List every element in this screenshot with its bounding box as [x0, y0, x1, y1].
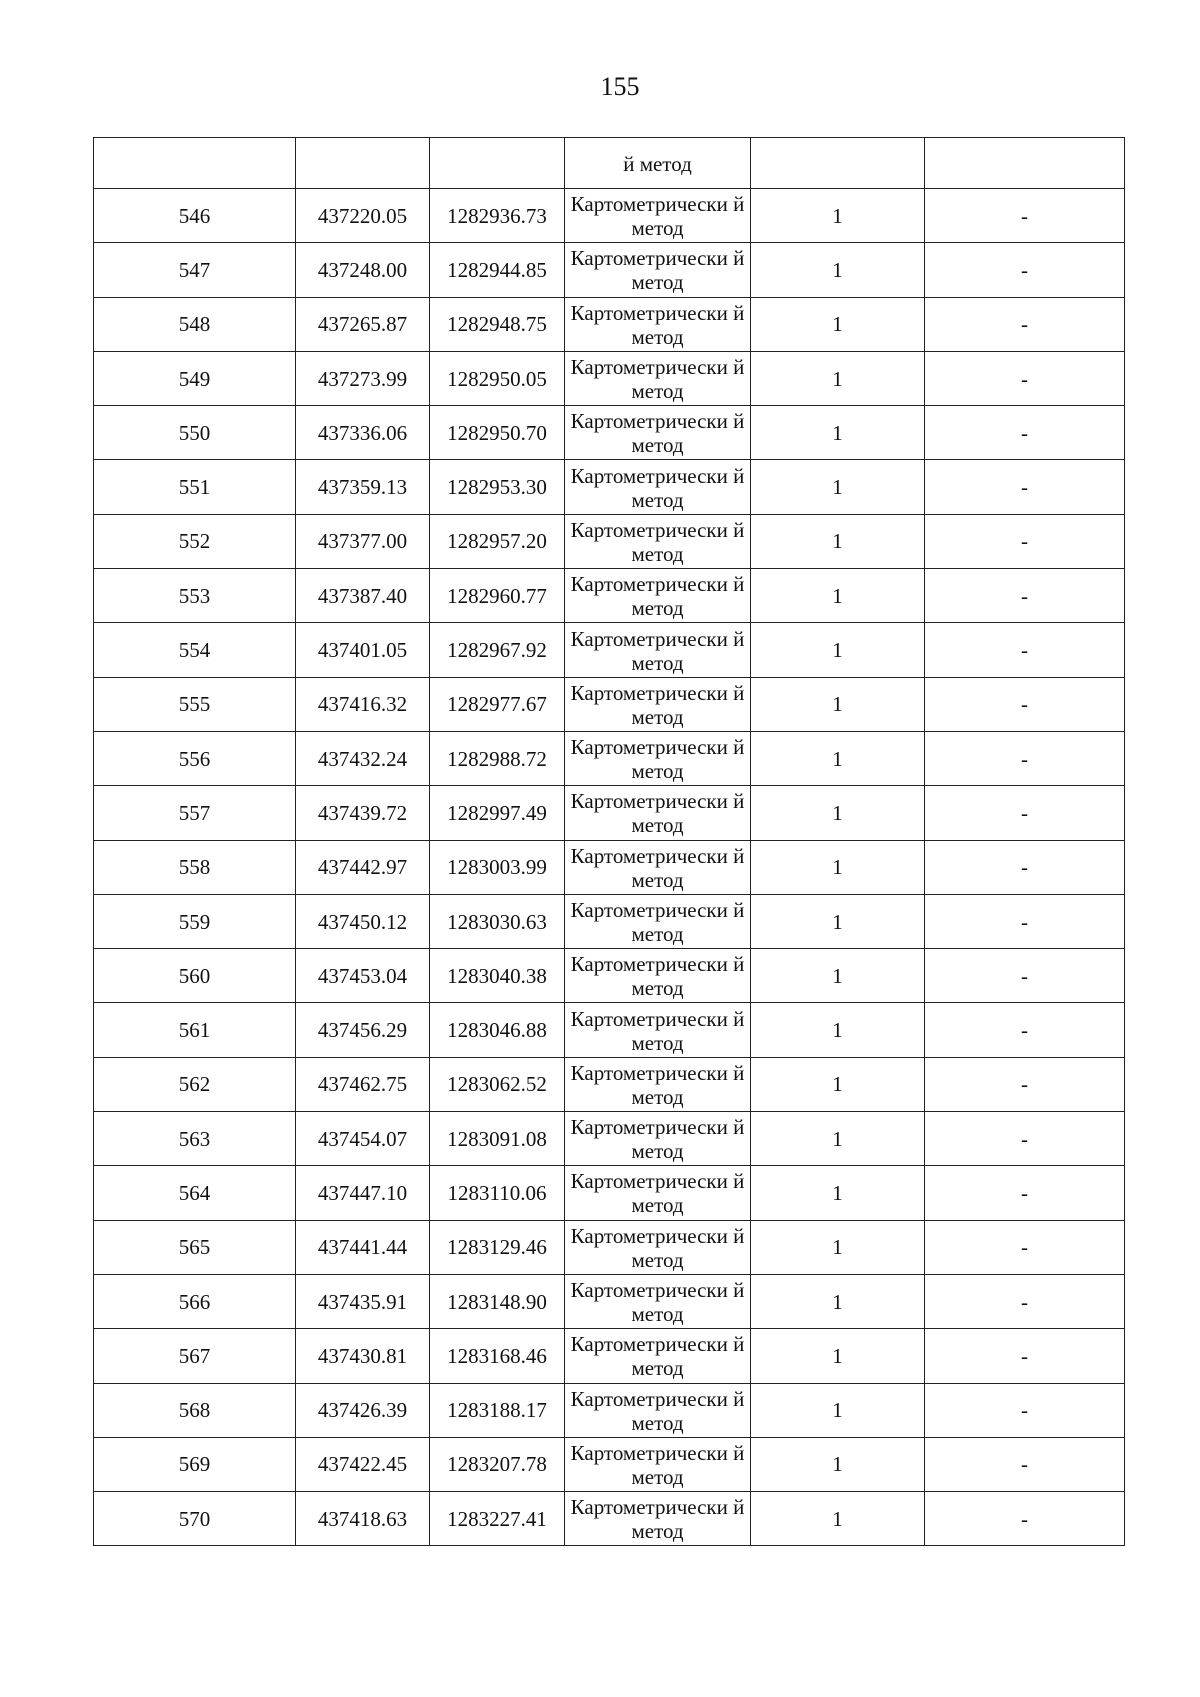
table-row — [94, 569, 1125, 623]
x-coordinate-cell: 437456.29 — [296, 1003, 430, 1057]
y-coordinate-cell: 1283188.17 — [430, 1383, 565, 1437]
x-coordinate-cell: 437447.10 — [296, 1166, 430, 1220]
table-row — [94, 1112, 1125, 1166]
table-row — [94, 351, 1125, 405]
method-text: Картометрически й метод — [570, 192, 745, 241]
method-cell — [565, 623, 751, 677]
x-coordinate-cell: 437418.63 — [296, 1492, 430, 1546]
description-cell: - — [925, 1437, 1125, 1491]
accuracy-cell: 1 — [751, 297, 925, 351]
method-cell — [565, 786, 751, 840]
point-number-cell: 549 — [94, 351, 296, 405]
description-cell: - — [925, 894, 1125, 948]
accuracy-cell: 1 — [751, 1003, 925, 1057]
x-coordinate-cell: 437442.97 — [296, 840, 430, 894]
y-coordinate-cell: 1282950.70 — [430, 406, 565, 460]
method-cell — [565, 840, 751, 894]
x-coordinate-cell: 437359.13 — [296, 460, 430, 514]
y-coordinate-cell: 1283003.99 — [430, 840, 565, 894]
accuracy-cell: 1 — [751, 1492, 925, 1546]
point-number-cell: 553 — [94, 569, 296, 623]
y-coordinate-cell: 1283091.08 — [430, 1112, 565, 1166]
x-coordinate-cell: 437336.06 — [296, 406, 430, 460]
method-text: Картометрически й метод — [570, 735, 745, 784]
x-coordinate-cell: 437273.99 — [296, 351, 430, 405]
method-text: Картометрически й метод — [570, 789, 745, 838]
method-cell — [565, 514, 751, 568]
method-cell — [565, 406, 751, 460]
accuracy-cell: 1 — [751, 786, 925, 840]
accuracy-cell: 1 — [751, 406, 925, 460]
point-number-cell: 562 — [94, 1057, 296, 1111]
method-text: Картометрически й метод — [570, 355, 745, 404]
y-coordinate-cell: 1282977.67 — [430, 677, 565, 731]
point-number-cell: 559 — [94, 894, 296, 948]
description-cell: - — [925, 1003, 1125, 1057]
point-number-cell: 569 — [94, 1437, 296, 1491]
description-cell: - — [925, 677, 1125, 731]
method-cell — [565, 1383, 751, 1437]
point-number-cell: 554 — [94, 623, 296, 677]
method-text: Картометрически й метод — [570, 898, 745, 946]
y-coordinate-cell: 1283227.41 — [430, 1492, 565, 1546]
y-coordinate-cell: 1283046.88 — [430, 1003, 565, 1057]
y-coordinate-cell: 1282948.75 — [430, 297, 565, 351]
x-coordinate-cell: 437435.91 — [296, 1274, 430, 1328]
accuracy-cell: 1 — [751, 514, 925, 568]
accuracy-cell: 1 — [751, 949, 925, 1003]
method-cell — [565, 460, 751, 514]
point-number-cell: 570 — [94, 1492, 296, 1546]
method-text: Картометрически й метод — [570, 300, 745, 349]
method-cell — [565, 1057, 751, 1111]
coordinates-table-body — [94, 138, 1125, 1546]
point-number-cell: 561 — [94, 1003, 296, 1057]
method-text: Картометрически й метод — [570, 517, 745, 566]
method-text: Картометрически й метод — [570, 246, 745, 295]
table-row — [94, 1166, 1125, 1220]
y-coordinate-cell: 1282957.20 — [430, 514, 565, 568]
method-cell — [565, 243, 751, 297]
description-cell: - — [925, 406, 1125, 460]
method-cell — [565, 949, 751, 1003]
y-coordinate-cell: 1283030.63 — [430, 894, 565, 948]
table-row — [94, 731, 1125, 785]
method-text: Картометрически й метод — [570, 1332, 745, 1381]
x-coordinate-cell: 437430.81 — [296, 1329, 430, 1383]
table-row — [94, 1437, 1125, 1491]
method-text: Картометрически й метод — [570, 1440, 745, 1489]
description-cell — [925, 138, 1125, 189]
method-cell — [565, 351, 751, 405]
description-cell: - — [925, 189, 1125, 243]
method-cell — [565, 1166, 751, 1220]
description-cell: - — [925, 786, 1125, 840]
method-text: Картометрически й метод — [570, 843, 745, 892]
description-cell: - — [925, 460, 1125, 514]
point-number-cell — [94, 138, 296, 189]
accuracy-cell: 1 — [751, 731, 925, 785]
x-coordinate-cell: 437387.40 — [296, 569, 430, 623]
accuracy-cell: 1 — [751, 243, 925, 297]
accuracy-cell: 1 — [751, 677, 925, 731]
method-text: Картометрически й метод — [570, 626, 745, 675]
table-row — [94, 894, 1125, 948]
method-cell — [565, 297, 751, 351]
point-number-cell: 558 — [94, 840, 296, 894]
accuracy-cell: 1 — [751, 1166, 925, 1220]
table-row — [94, 1274, 1125, 1328]
description-cell: - — [925, 1383, 1125, 1437]
table-row — [94, 949, 1125, 1003]
page-number: 155 — [600, 72, 640, 101]
x-coordinate-cell: 437220.05 — [296, 189, 430, 243]
method-text: Картометрически й метод — [570, 1223, 745, 1272]
description-cell: - — [925, 569, 1125, 623]
y-coordinate-cell: 1282950.05 — [430, 351, 565, 405]
point-number-cell: 550 — [94, 406, 296, 460]
description-cell: - — [925, 840, 1125, 894]
table-row — [94, 1492, 1125, 1546]
y-coordinate-cell: 1282953.30 — [430, 460, 565, 514]
table-row — [94, 840, 1125, 894]
table-row — [94, 243, 1125, 297]
method-cell — [565, 1112, 751, 1166]
method-text: Картометрически й метод — [570, 952, 745, 1001]
table-row — [94, 786, 1125, 840]
description-cell: - — [925, 1274, 1125, 1328]
y-coordinate-cell: 1283110.06 — [430, 1166, 565, 1220]
point-number-cell: 548 — [94, 297, 296, 351]
method-cell — [565, 1003, 751, 1057]
method-text: Картометрически й метод — [570, 409, 745, 458]
accuracy-cell: 1 — [751, 569, 925, 623]
x-coordinate-cell: 437416.32 — [296, 677, 430, 731]
x-coordinate-cell: 437422.45 — [296, 1437, 430, 1491]
y-coordinate-cell: 1283148.90 — [430, 1274, 565, 1328]
y-coordinate-cell: 1283207.78 — [430, 1437, 565, 1491]
x-coordinate-cell: 437450.12 — [296, 894, 430, 948]
description-cell: - — [925, 351, 1125, 405]
y-coordinate-cell: 1283129.46 — [430, 1220, 565, 1274]
description-cell: - — [925, 731, 1125, 785]
method-cell — [565, 569, 751, 623]
x-coordinate-cell: 437462.75 — [296, 1057, 430, 1111]
point-number-cell: 557 — [94, 786, 296, 840]
method-text: Картометрически й метод — [570, 1169, 745, 1218]
accuracy-cell: 1 — [751, 1057, 925, 1111]
y-coordinate-cell: 1282997.49 — [430, 786, 565, 840]
table-row — [94, 297, 1125, 351]
accuracy-cell: 1 — [751, 1274, 925, 1328]
x-coordinate-cell: 437426.39 — [296, 1383, 430, 1437]
accuracy-cell: 1 — [751, 1329, 925, 1383]
x-coordinate-cell: 437401.05 — [296, 623, 430, 677]
method-cell — [565, 189, 751, 243]
x-coordinate-cell: 437377.00 — [296, 514, 430, 568]
accuracy-cell: 1 — [751, 189, 925, 243]
method-text: Картометрически й метод — [570, 1115, 745, 1164]
x-coordinate-cell: 437432.24 — [296, 731, 430, 785]
point-number-cell: 552 — [94, 514, 296, 568]
method-cell — [565, 894, 751, 948]
table-row — [94, 514, 1125, 568]
x-coordinate-cell: 437439.72 — [296, 786, 430, 840]
accuracy-cell: 1 — [751, 1112, 925, 1166]
table-row — [94, 623, 1125, 677]
method-cell — [565, 1492, 751, 1546]
x-coordinate-cell: 437453.04 — [296, 949, 430, 1003]
method-cell — [565, 1329, 751, 1383]
accuracy-cell — [751, 138, 925, 189]
x-coordinate-cell: 437441.44 — [296, 1220, 430, 1274]
y-coordinate-cell: 1282944.85 — [430, 243, 565, 297]
point-number-cell: 563 — [94, 1112, 296, 1166]
description-cell: - — [925, 623, 1125, 677]
point-number-cell: 560 — [94, 949, 296, 1003]
point-number-cell: 555 — [94, 677, 296, 731]
method-cell — [565, 1220, 751, 1274]
description-cell: - — [925, 1492, 1125, 1546]
table-row — [94, 1383, 1125, 1437]
accuracy-cell: 1 — [751, 840, 925, 894]
continuation-row — [94, 138, 1125, 189]
accuracy-cell: 1 — [751, 351, 925, 405]
accuracy-cell: 1 — [751, 1437, 925, 1491]
point-number-cell: 564 — [94, 1166, 296, 1220]
table-row — [94, 460, 1125, 514]
y-coordinate-cell — [430, 138, 565, 189]
accuracy-cell: 1 — [751, 1220, 925, 1274]
x-coordinate-cell — [296, 138, 430, 189]
x-coordinate-cell: 437265.87 — [296, 297, 430, 351]
x-coordinate-cell: 437248.00 — [296, 243, 430, 297]
description-cell: - — [925, 243, 1125, 297]
method-text: Картометрически й метод — [570, 1006, 745, 1055]
accuracy-cell: 1 — [751, 623, 925, 677]
table-row — [94, 677, 1125, 731]
table-row — [94, 1057, 1125, 1111]
method-text: Картометрически й метод — [570, 1495, 745, 1544]
x-coordinate-cell: 437454.07 — [296, 1112, 430, 1166]
table-row — [94, 1003, 1125, 1057]
table-row — [94, 1220, 1125, 1274]
method-text: Картометрически й метод — [570, 572, 745, 621]
method-cell — [565, 1274, 751, 1328]
method-text: Картометрически й метод — [570, 1386, 745, 1435]
accuracy-cell: 1 — [751, 460, 925, 514]
description-cell: - — [925, 297, 1125, 351]
point-number-cell: 547 — [94, 243, 296, 297]
description-cell: - — [925, 1057, 1125, 1111]
table-row — [94, 406, 1125, 460]
description-cell: - — [925, 949, 1125, 1003]
y-coordinate-cell: 1282988.72 — [430, 731, 565, 785]
method-text: Картометрически й метод — [570, 1278, 745, 1327]
method-text: Картометрически й метод — [570, 463, 745, 512]
method-cell — [565, 731, 751, 785]
point-number-cell: 556 — [94, 731, 296, 785]
method-cell — [565, 1437, 751, 1491]
method-text: Картометрически й метод — [570, 1060, 745, 1109]
description-cell: - — [925, 1166, 1125, 1220]
accuracy-cell: 1 — [751, 894, 925, 948]
y-coordinate-cell: 1283062.52 — [430, 1057, 565, 1111]
point-number-cell: 565 — [94, 1220, 296, 1274]
point-number-cell: 566 — [94, 1274, 296, 1328]
point-number-cell: 567 — [94, 1329, 296, 1383]
y-coordinate-cell: 1282967.92 — [430, 623, 565, 677]
method-cell — [565, 138, 751, 189]
table-row — [94, 189, 1125, 243]
method-cell — [565, 677, 751, 731]
method-text: й метод — [623, 152, 692, 176]
method-text: Картометрически й метод — [570, 680, 745, 729]
point-number-cell: 546 — [94, 189, 296, 243]
coordinates-table — [93, 137, 1125, 1546]
y-coordinate-cell: 1283040.38 — [430, 949, 565, 1003]
table-row — [94, 1329, 1125, 1383]
accuracy-cell: 1 — [751, 1383, 925, 1437]
y-coordinate-cell: 1282960.77 — [430, 569, 565, 623]
point-number-cell: 551 — [94, 460, 296, 514]
point-number-cell: 568 — [94, 1383, 296, 1437]
y-coordinate-cell: 1283168.46 — [430, 1329, 565, 1383]
description-cell: - — [925, 1329, 1125, 1383]
description-cell: - — [925, 1220, 1125, 1274]
description-cell: - — [925, 1112, 1125, 1166]
y-coordinate-cell: 1282936.73 — [430, 189, 565, 243]
description-cell: - — [925, 514, 1125, 568]
